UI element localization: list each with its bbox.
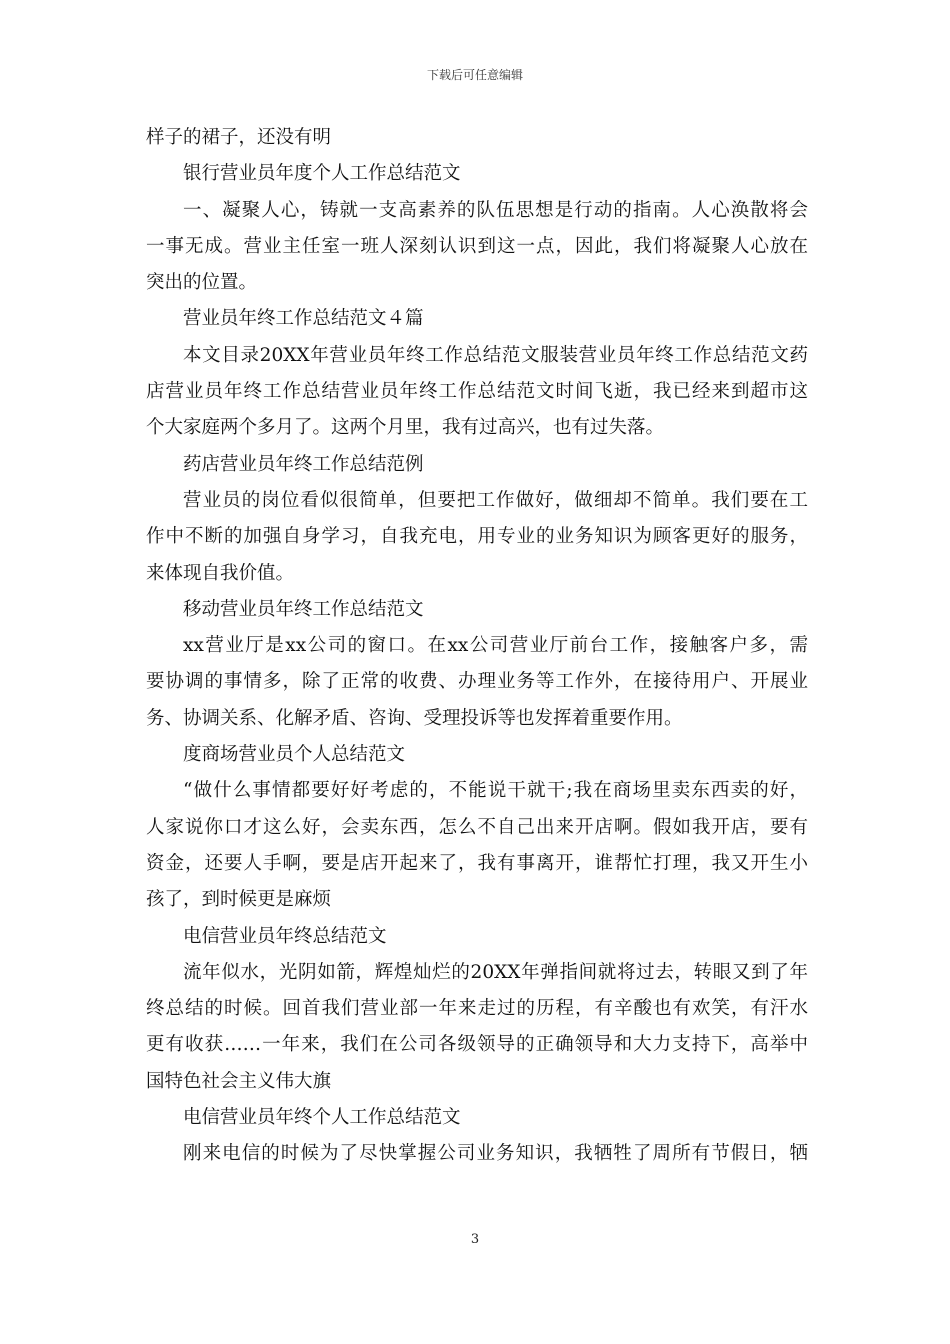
body-line: 一事无成。营业主任室一班人深刻认识到这一点，因此，我们将凝聚人心放在 xyxy=(146,235,808,257)
body-line: 一、凝聚人心，铸就一支高素养的队伍思想是行动的指南。人心涣散将会 xyxy=(183,199,808,221)
body-line: 资金，还要人手啊，要是店开起来了，我有事离开，谁帮忙打理，我又开生小 xyxy=(146,852,808,874)
body-line: 店营业员年终工作总结营业员年终工作总结范文时间飞逝，我已经来到超市这 xyxy=(146,381,808,403)
page-header: 下载后可任意编辑 xyxy=(426,68,523,82)
body-line: 个大家庭两个多月了。这两个月里，我有过高兴，也有过失落。 xyxy=(146,417,665,439)
body-line: 务、协调关系、化解矛盾、咨询、受理投诉等也发挥着重要作用。 xyxy=(146,707,683,729)
body-line: 孩了，到时候更是麻烦 xyxy=(146,889,332,911)
body-line: 作中不断的加强自身学习，自我充电，用专业的业务知识为顾客更好的服务， xyxy=(146,526,808,548)
body-line: 流年似水，光阴如箭，辉煌灿烂的20XX年弹指间就将过去，转眼又到了年 xyxy=(183,961,808,983)
section-heading: 电信营业员年终总结范文 xyxy=(183,925,387,947)
body-line: “做什么事情都要好好考虑的，不能说干就干;我在商场里卖东西卖的好， xyxy=(183,780,808,802)
body-line: 国特色社会主义伟大旗 xyxy=(146,1070,332,1092)
section-heading: 营业员年终工作总结范文４篇 xyxy=(183,308,424,330)
section-heading: 电信营业员年终个人工作总结范文 xyxy=(183,1107,461,1129)
page-number: 3 xyxy=(470,1232,480,1247)
body-line: 来体现自我价值。 xyxy=(146,562,295,584)
body-line: 人家说你口才这么好，会卖东西，怎么不自己出来开店啊。假如我开店，要有 xyxy=(146,816,808,838)
body-line: 突出的位置。 xyxy=(146,272,258,294)
body-line: 本文目录20XX年营业员年终工作总结范文服装营业员年终工作总结范文药 xyxy=(183,344,808,366)
body-line: 样子的裙子，还没有明 xyxy=(146,127,332,148)
body-line: 更有收获……一年来，我们在公司各级领导的正确领导和大力支持下，高举中 xyxy=(146,1034,808,1056)
section-heading: 度商场营业员个人总结范文 xyxy=(183,744,406,766)
body-line: 要协调的事情多，除了正常的收费、办理业务等工作外，在接待用户、开展业 xyxy=(146,671,808,693)
body-line: 终总结的时候。回首我们营业部一年来走过的历程，有辛酸也有欢笑，有汗水 xyxy=(146,998,808,1020)
section-heading: 移动营业员年终工作总结范文 xyxy=(183,598,424,620)
document-body xyxy=(146,120,808,1173)
body-line: 刚来电信的时候为了尽快掌握公司业务知识，我牺牲了周所有节假日，牺 xyxy=(183,1143,808,1165)
body-line: 营业员的岗位看似很简单，但要把工作做好，做细却不简单。我们要在工 xyxy=(183,489,808,511)
section-heading: 银行营业员年度个人工作总结范文 xyxy=(183,163,461,185)
section-heading: 药店营业员年终工作总结范例 xyxy=(183,453,424,475)
body-line: xx营业厅是xx公司的窗口。在xx公司营业厅前台工作，接触客户多，需 xyxy=(183,635,808,657)
